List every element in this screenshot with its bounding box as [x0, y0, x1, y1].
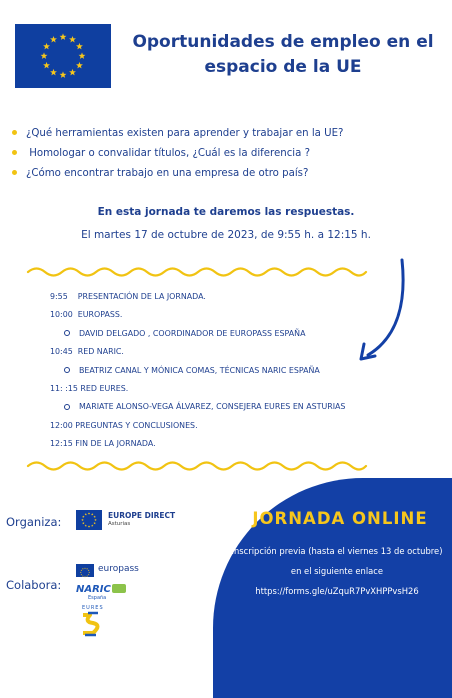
- bullet-icon: [12, 130, 17, 135]
- star-icon: [88, 570, 90, 572]
- circle-bullet-icon: [64, 330, 70, 336]
- star-icon: [41, 52, 48, 59]
- star-icon: [50, 36, 57, 43]
- registration-link-intro: en el siguiente enlace: [290, 566, 384, 576]
- program-row: [50, 380, 390, 398]
- program-text: 9:55 PRESENTACIÓN DE LA JORNADA.: [50, 292, 206, 301]
- star-icon: [76, 62, 83, 69]
- eures-logo: [80, 605, 120, 637]
- europass-logo: [76, 563, 156, 579]
- europe-direct-title: EUROPE DIRECT: [108, 511, 176, 520]
- europe-direct-sub: Asturias: [108, 521, 131, 527]
- program-subrow: [50, 362, 390, 380]
- europass-text: europass: [98, 564, 139, 574]
- star-icon: [81, 574, 83, 576]
- star-icon: [84, 567, 86, 569]
- program-row: [50, 343, 390, 361]
- colabora-label: Colabora:: [6, 578, 62, 592]
- star-icon: [60, 71, 67, 78]
- question-text: Homologar o convalidar títulos, ¿Cuál es la diferencia ?: [26, 148, 311, 159]
- star-icon: [82, 522, 84, 524]
- circle-bullet-icon: [64, 367, 70, 373]
- question-item: [12, 144, 442, 164]
- star-icon: [60, 33, 67, 40]
- title-line-2: espacio de la UE: [204, 57, 362, 77]
- naric-logo: [76, 584, 136, 602]
- intro-answer-text: En esta jornada te daremos las respuestas.: [97, 206, 355, 218]
- star-icon: [82, 575, 84, 577]
- bullet-icon: [12, 170, 17, 175]
- program-text: 10:45 RED NARIC.: [50, 347, 124, 357]
- eu-stars-icon: [15, 24, 111, 88]
- star-icon: [88, 572, 90, 574]
- program-text: 12:15 FIN DE LA JORNADA.: [50, 439, 156, 449]
- star-icon: [91, 524, 93, 526]
- eures-s-icon: [80, 611, 104, 637]
- star-icon: [82, 568, 84, 570]
- star-icon: [80, 572, 82, 574]
- star-icon: [88, 525, 90, 527]
- star-icon: [93, 515, 95, 517]
- eu-stars-icon: [76, 510, 102, 530]
- program-text: BEATRIZ CANAL Y MÓNICA COMAS, TÉCNICAS NARIC ESPAÑA: [79, 365, 320, 375]
- star-icon: [84, 576, 86, 578]
- program-schedule: [50, 288, 390, 454]
- registration-link[interactable]: https://forms.gle/uZquR7PvXHPPvsH26: [255, 586, 419, 596]
- naric-text: NARIC: [76, 584, 111, 595]
- program-text: 11: :15 RED EURES.: [50, 383, 129, 393]
- program-subrow: [50, 398, 390, 416]
- program-row: [50, 288, 390, 306]
- online-title: JORNADA ONLINE: [252, 509, 428, 528]
- program-text: DAVID DELGADO , COORDINADOR DE EUROPASS ESPAÑA: [79, 328, 306, 338]
- circle-bullet-icon: [64, 404, 70, 410]
- star-icon: [88, 512, 90, 514]
- program-row: [50, 306, 390, 324]
- star-icon: [86, 568, 88, 570]
- star-icon: [43, 62, 50, 69]
- star-icon: [81, 570, 83, 572]
- star-icon: [82, 515, 84, 517]
- naric-mark-icon: [112, 584, 126, 593]
- star-icon: [81, 519, 83, 521]
- naric-sub: España: [88, 595, 107, 601]
- star-icon: [76, 43, 83, 50]
- star-icon: [79, 52, 86, 59]
- eures-text: EURES: [82, 605, 104, 611]
- star-icon: [50, 69, 57, 76]
- bullet-icon: [12, 150, 17, 155]
- wavy-divider-bottom: [26, 459, 368, 473]
- program-subrow: [50, 325, 390, 343]
- eu-flag-logo: [15, 24, 111, 88]
- intro-date-text: El martes 17 de octubre de 2023, de 9:55 h. a 12:15 h.: [81, 229, 371, 241]
- star-icon: [85, 524, 87, 526]
- eu-flag-small-icon: [76, 510, 102, 530]
- registration-text: Inscripción previa (hasta el viernes 13 de octubre): [231, 546, 443, 556]
- star-icon: [94, 519, 96, 521]
- questions-list: [12, 124, 442, 184]
- program-row: [50, 435, 390, 453]
- star-icon: [86, 575, 88, 577]
- program-text: 10:00 EUROPASS.: [50, 310, 123, 320]
- program-row: [50, 417, 390, 435]
- question-item: [12, 124, 442, 144]
- question-item: [12, 164, 442, 184]
- question-text: ¿Qué herramientas existen para aprender y trabajar en la UE?: [26, 128, 344, 139]
- organiza-label: Organiza:: [6, 515, 62, 529]
- eu-stars-icon: [76, 566, 94, 579]
- eu-flag-small-icon: [76, 564, 94, 577]
- europe-direct-logo: [76, 510, 186, 532]
- title-line-1: Oportunidades de empleo en el: [132, 32, 434, 52]
- star-icon: [69, 36, 76, 43]
- star-icon: [43, 43, 50, 50]
- star-icon: [93, 522, 95, 524]
- program-text: 12:00 PREGUNTAS Y CONCLUSIONES.: [50, 420, 198, 430]
- question-text: ¿Cómo encontrar trabajo en una empresa de otro país?: [26, 168, 309, 179]
- star-icon: [88, 574, 90, 576]
- page-title: [118, 30, 448, 80]
- star-icon: [69, 69, 76, 76]
- star-icon: [91, 513, 93, 515]
- wavy-divider-top: [26, 265, 368, 279]
- program-text: MARIATE ALONSO-VEGA ÁLVAREZ, CONSEJERA EURES EN ASTURIAS: [79, 402, 346, 412]
- star-icon: [85, 513, 87, 515]
